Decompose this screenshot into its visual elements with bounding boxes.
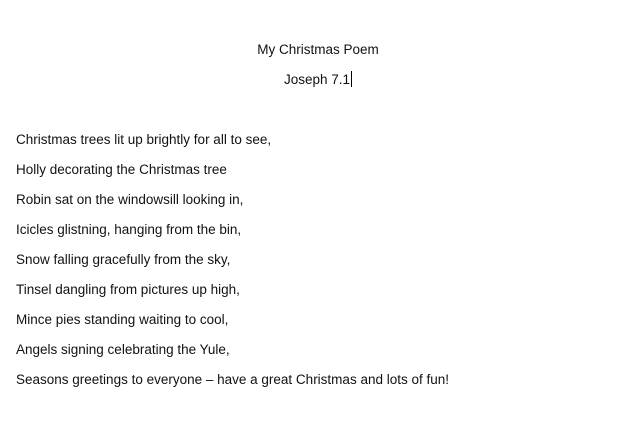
poem-author[interactable] bbox=[0, 71, 636, 89]
poem-line[interactable]: Seasons greetings to everyone – have a great Christmas and lots of fun! bbox=[16, 372, 450, 387]
poem-title-text[interactable]: My Christmas Poem bbox=[257, 42, 379, 57]
poem-title[interactable] bbox=[0, 41, 636, 59]
poem-line[interactable]: Angels signing celebrating the Yule, bbox=[16, 342, 230, 357]
poem-line[interactable]: Icicles glistning, hanging from the bin, bbox=[16, 222, 242, 237]
poem-line[interactable]: Christmas trees lit up brightly for all to see, bbox=[16, 132, 272, 147]
poem-line[interactable]: Snow falling gracefully from the sky, bbox=[16, 252, 231, 267]
text-cursor bbox=[351, 71, 352, 87]
poem-line[interactable]: Robin sat on the windowsill looking in, bbox=[16, 192, 244, 207]
poem-author-text[interactable]: Joseph 7.1 bbox=[283, 72, 351, 87]
poem-line[interactable]: Mince pies standing waiting to cool, bbox=[16, 312, 229, 327]
poem-body[interactable] bbox=[16, 131, 626, 401]
poem-line[interactable]: Holly decorating the Christmas tree bbox=[16, 162, 227, 177]
poem-line[interactable]: Tinsel dangling from pictures up high, bbox=[16, 282, 240, 297]
